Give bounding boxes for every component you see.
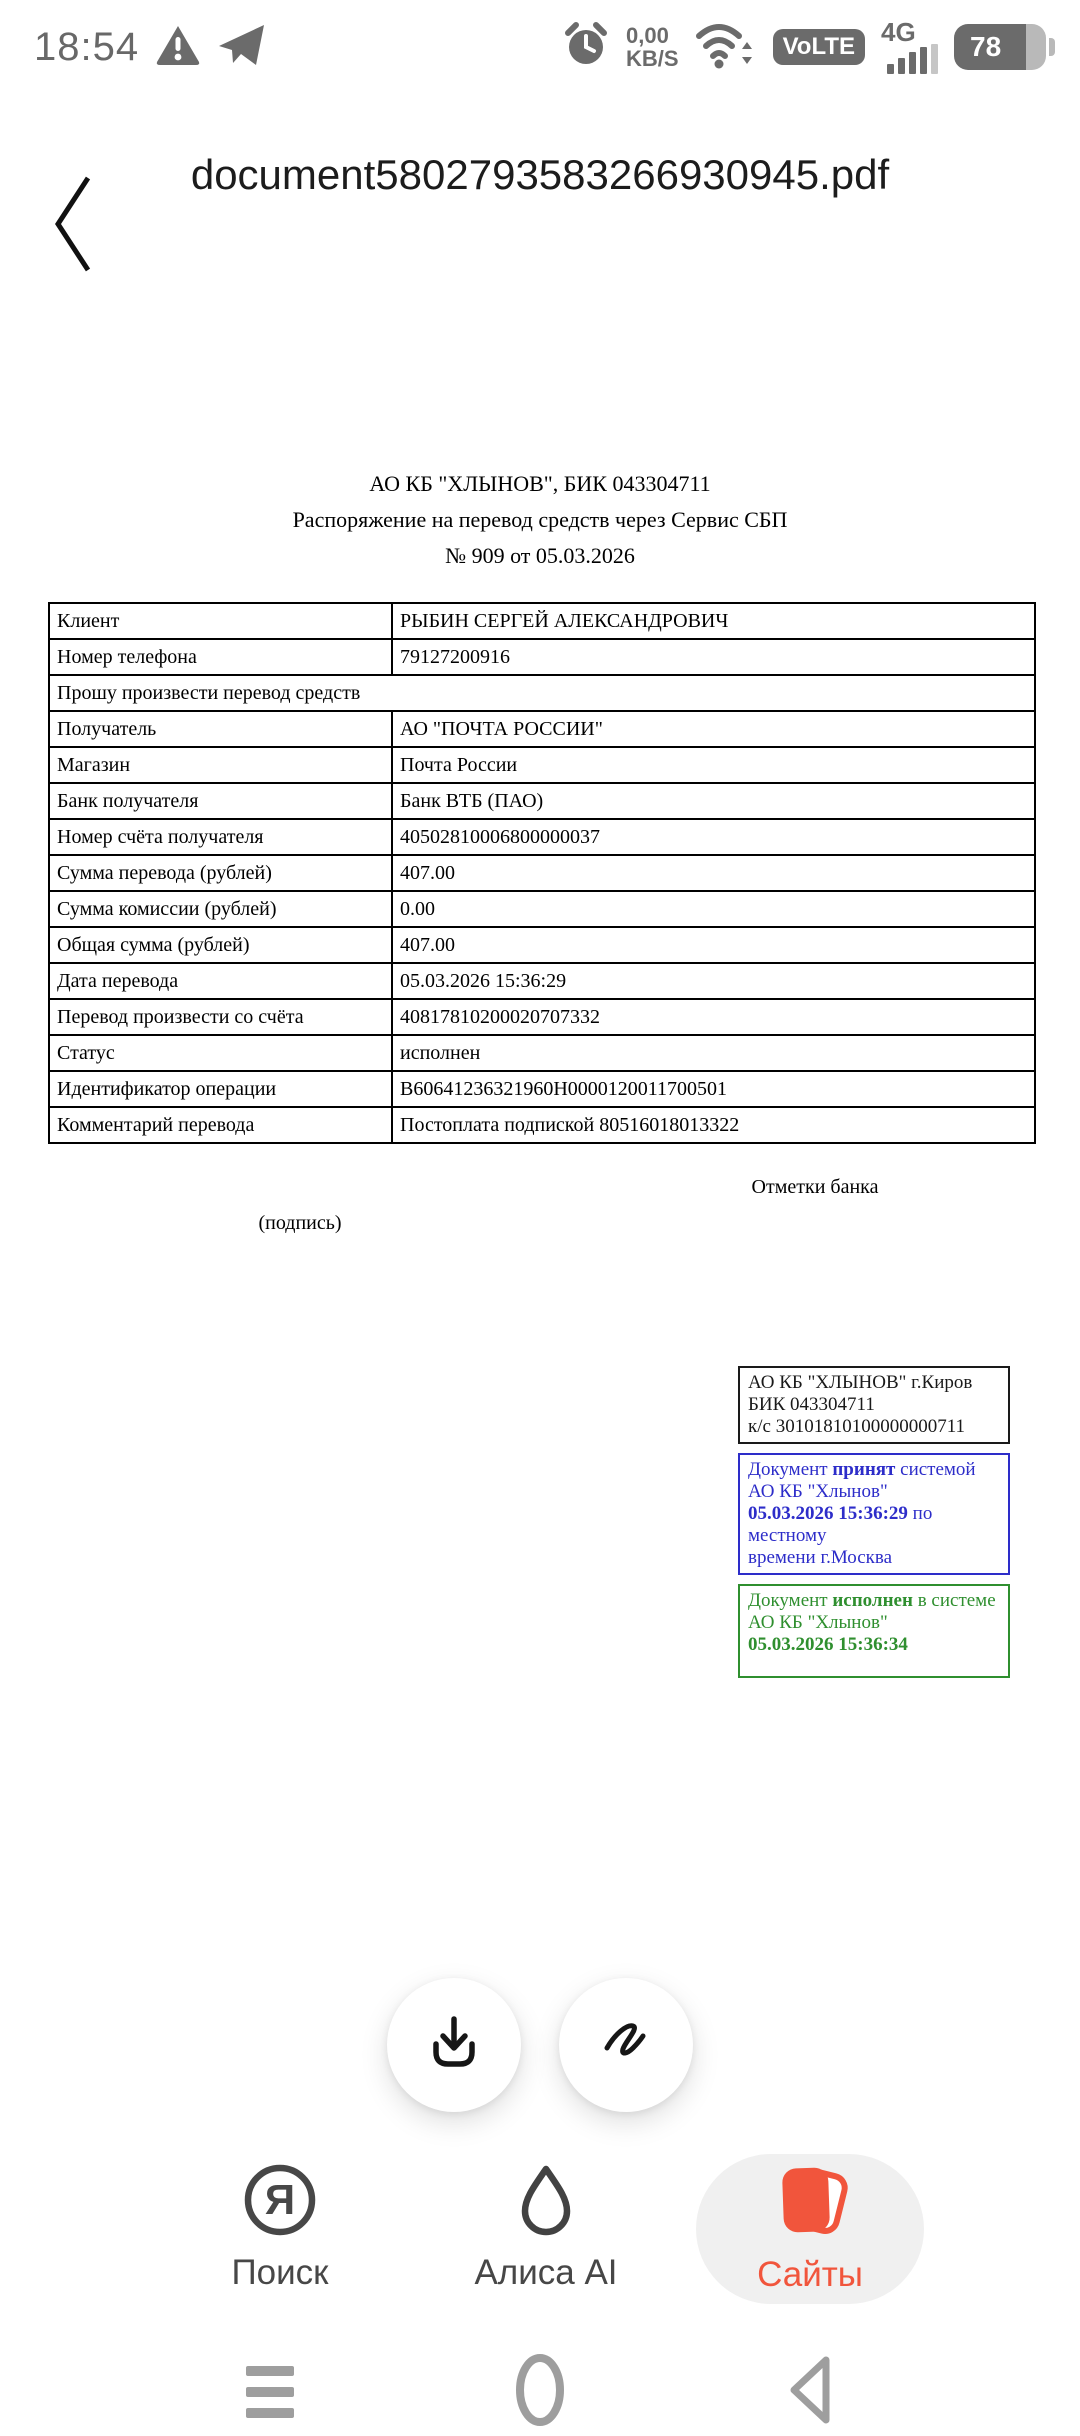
row-value: 407.00 <box>392 927 1035 963</box>
download-button[interactable] <box>387 1978 521 2112</box>
table-row <box>49 819 1035 855</box>
row-value: РЫБИН СЕРГЕЙ АЛЕКСАНДРОВИЧ <box>392 603 1035 639</box>
row-value: 407.00 <box>392 855 1035 891</box>
row-value: 0.00 <box>392 891 1035 927</box>
table-row <box>49 603 1035 639</box>
stamp-line: к/с 30101810100000000711 <box>748 1416 965 1437</box>
row-value: 79127200916 <box>392 639 1035 675</box>
row-value: Постоплата подпиской 80516018013322 <box>392 1107 1035 1143</box>
row-label: Статус <box>49 1035 392 1071</box>
nav-label-sites: Сайты <box>757 2255 863 2294</box>
row-label: Банк получателя <box>49 783 392 819</box>
payment-table <box>48 602 1036 1144</box>
signature-label: (подпись) <box>258 1212 342 1234</box>
alarm-icon <box>562 21 610 74</box>
back-nav-button[interactable] <box>750 2348 870 2436</box>
volte-badge: VoLTE <box>773 29 865 65</box>
cellular-signal: 4G <box>881 20 938 74</box>
row-value: 40502810006800000037 <box>392 819 1035 855</box>
scribble-sign-icon <box>595 2012 657 2079</box>
status-bar <box>0 14 1080 80</box>
table-row <box>49 1071 1035 1107</box>
sign-button[interactable] <box>559 1978 693 2112</box>
stamp-line: Документ принят системой <box>748 1459 976 1480</box>
row-value: исполнен <box>392 1035 1035 1071</box>
stamp-line: АО КБ "Хлынов" <box>748 1481 888 1502</box>
home-button[interactable] <box>480 2348 600 2436</box>
bank-stamps <box>738 1366 1010 1678</box>
battery-icon: 78 <box>954 24 1046 70</box>
row-label: Комментарий перевода <box>49 1107 392 1143</box>
row-label: Общая сумма (рублей) <box>49 927 392 963</box>
document-header <box>0 466 1080 574</box>
table-row <box>49 783 1035 819</box>
nav-label-alice: Алиса AI <box>474 2253 618 2292</box>
table-row <box>49 675 1035 711</box>
bank-marks-label: Отметки банка <box>751 1176 879 1198</box>
row-value: B60641236321960H0000120011700501 <box>392 1071 1035 1107</box>
document-number: № 909 от 05.03.2026 <box>445 543 635 568</box>
status-time: 18:54 <box>34 24 140 69</box>
row-label: Сумма перевода (рублей) <box>49 855 392 891</box>
table-row <box>49 927 1035 963</box>
fab-row <box>0 1978 1080 2112</box>
row-value: 05.03.2026 15:36:29 <box>392 963 1035 999</box>
stamp-line: 05.03.2026 15:36:29 по местному <box>748 1503 933 1546</box>
nav-label-search: Поиск <box>231 2253 329 2292</box>
menu-icon <box>246 2366 294 2418</box>
telegram-icon <box>217 22 267 73</box>
table-row <box>49 747 1035 783</box>
table-row <box>49 1107 1035 1143</box>
row-label: Магазин <box>49 747 392 783</box>
row-label: Получатель <box>49 711 392 747</box>
bank-stamp-requisites <box>738 1366 1010 1444</box>
stamp-line: АО КБ "ХЛЫНОВ" г.Киров <box>748 1372 973 1393</box>
row-value: Банк ВТБ (ПАО) <box>392 783 1035 819</box>
stamp-line: БИК 043304711 <box>748 1394 875 1415</box>
wifi-icon <box>695 20 757 75</box>
android-nav-bar <box>0 2348 1080 2436</box>
bank-stamp-executed <box>738 1584 1010 1678</box>
menu-button[interactable] <box>210 2348 330 2436</box>
sites-tabs-icon <box>771 2162 849 2245</box>
stamp-line: времени г.Москва <box>748 1547 893 1568</box>
row-value: 40817810200020707332 <box>392 999 1035 1035</box>
stamp-line: АО КБ "Хлынов" <box>748 1612 888 1633</box>
alice-icon <box>508 2162 584 2243</box>
nav-item-alice[interactable] <box>426 2162 666 2293</box>
row-label: Номер счёта получателя <box>49 819 392 855</box>
page-title: document5802793583266930945.pdf <box>190 151 890 198</box>
back-icon <box>780 2350 840 2435</box>
table-row <box>49 999 1035 1035</box>
stamp-line: Документ исполнен в системе <box>748 1590 996 1611</box>
svg-text:Я: Я <box>264 2176 296 2223</box>
home-icon <box>512 2350 568 2435</box>
download-icon <box>425 2014 483 2077</box>
table-row <box>49 855 1035 891</box>
bank-stamp-accepted <box>738 1453 1010 1575</box>
row-value: АО "ПОЧТА РОССИИ" <box>392 711 1035 747</box>
back-button[interactable] <box>46 172 102 276</box>
row-label: Перевод произвести со счёта <box>49 999 392 1035</box>
row-label: Идентификатор операции <box>49 1071 392 1107</box>
row-value: Почта России <box>392 747 1035 783</box>
stamp-line: 05.03.2026 15:36:34 <box>748 1634 908 1655</box>
row-label: Прошу произвести перевод средств <box>49 675 1035 711</box>
row-label: Клиент <box>49 603 392 639</box>
bank-title: АО КБ "ХЛЫНОВ", БИК 043304711 <box>369 471 711 496</box>
table-row <box>49 1035 1035 1071</box>
row-label: Сумма комиссии (рублей) <box>49 891 392 927</box>
table-row <box>49 963 1035 999</box>
document-type: Распоряжение на перевод средств через Сервис СБП <box>292 507 788 532</box>
nav-item-sites[interactable] <box>690 2162 930 2295</box>
network-speed: 0,00 KB/S <box>626 23 679 71</box>
yandex-search-icon <box>242 2162 318 2243</box>
nav-item-search[interactable] <box>160 2162 400 2293</box>
table-row <box>49 711 1035 747</box>
table-row <box>49 891 1035 927</box>
row-label: Дата перевода <box>49 963 392 999</box>
table-row <box>49 639 1035 675</box>
row-label: Номер телефона <box>49 639 392 675</box>
document-table-body <box>49 603 1035 1143</box>
warning-icon <box>155 24 201 71</box>
